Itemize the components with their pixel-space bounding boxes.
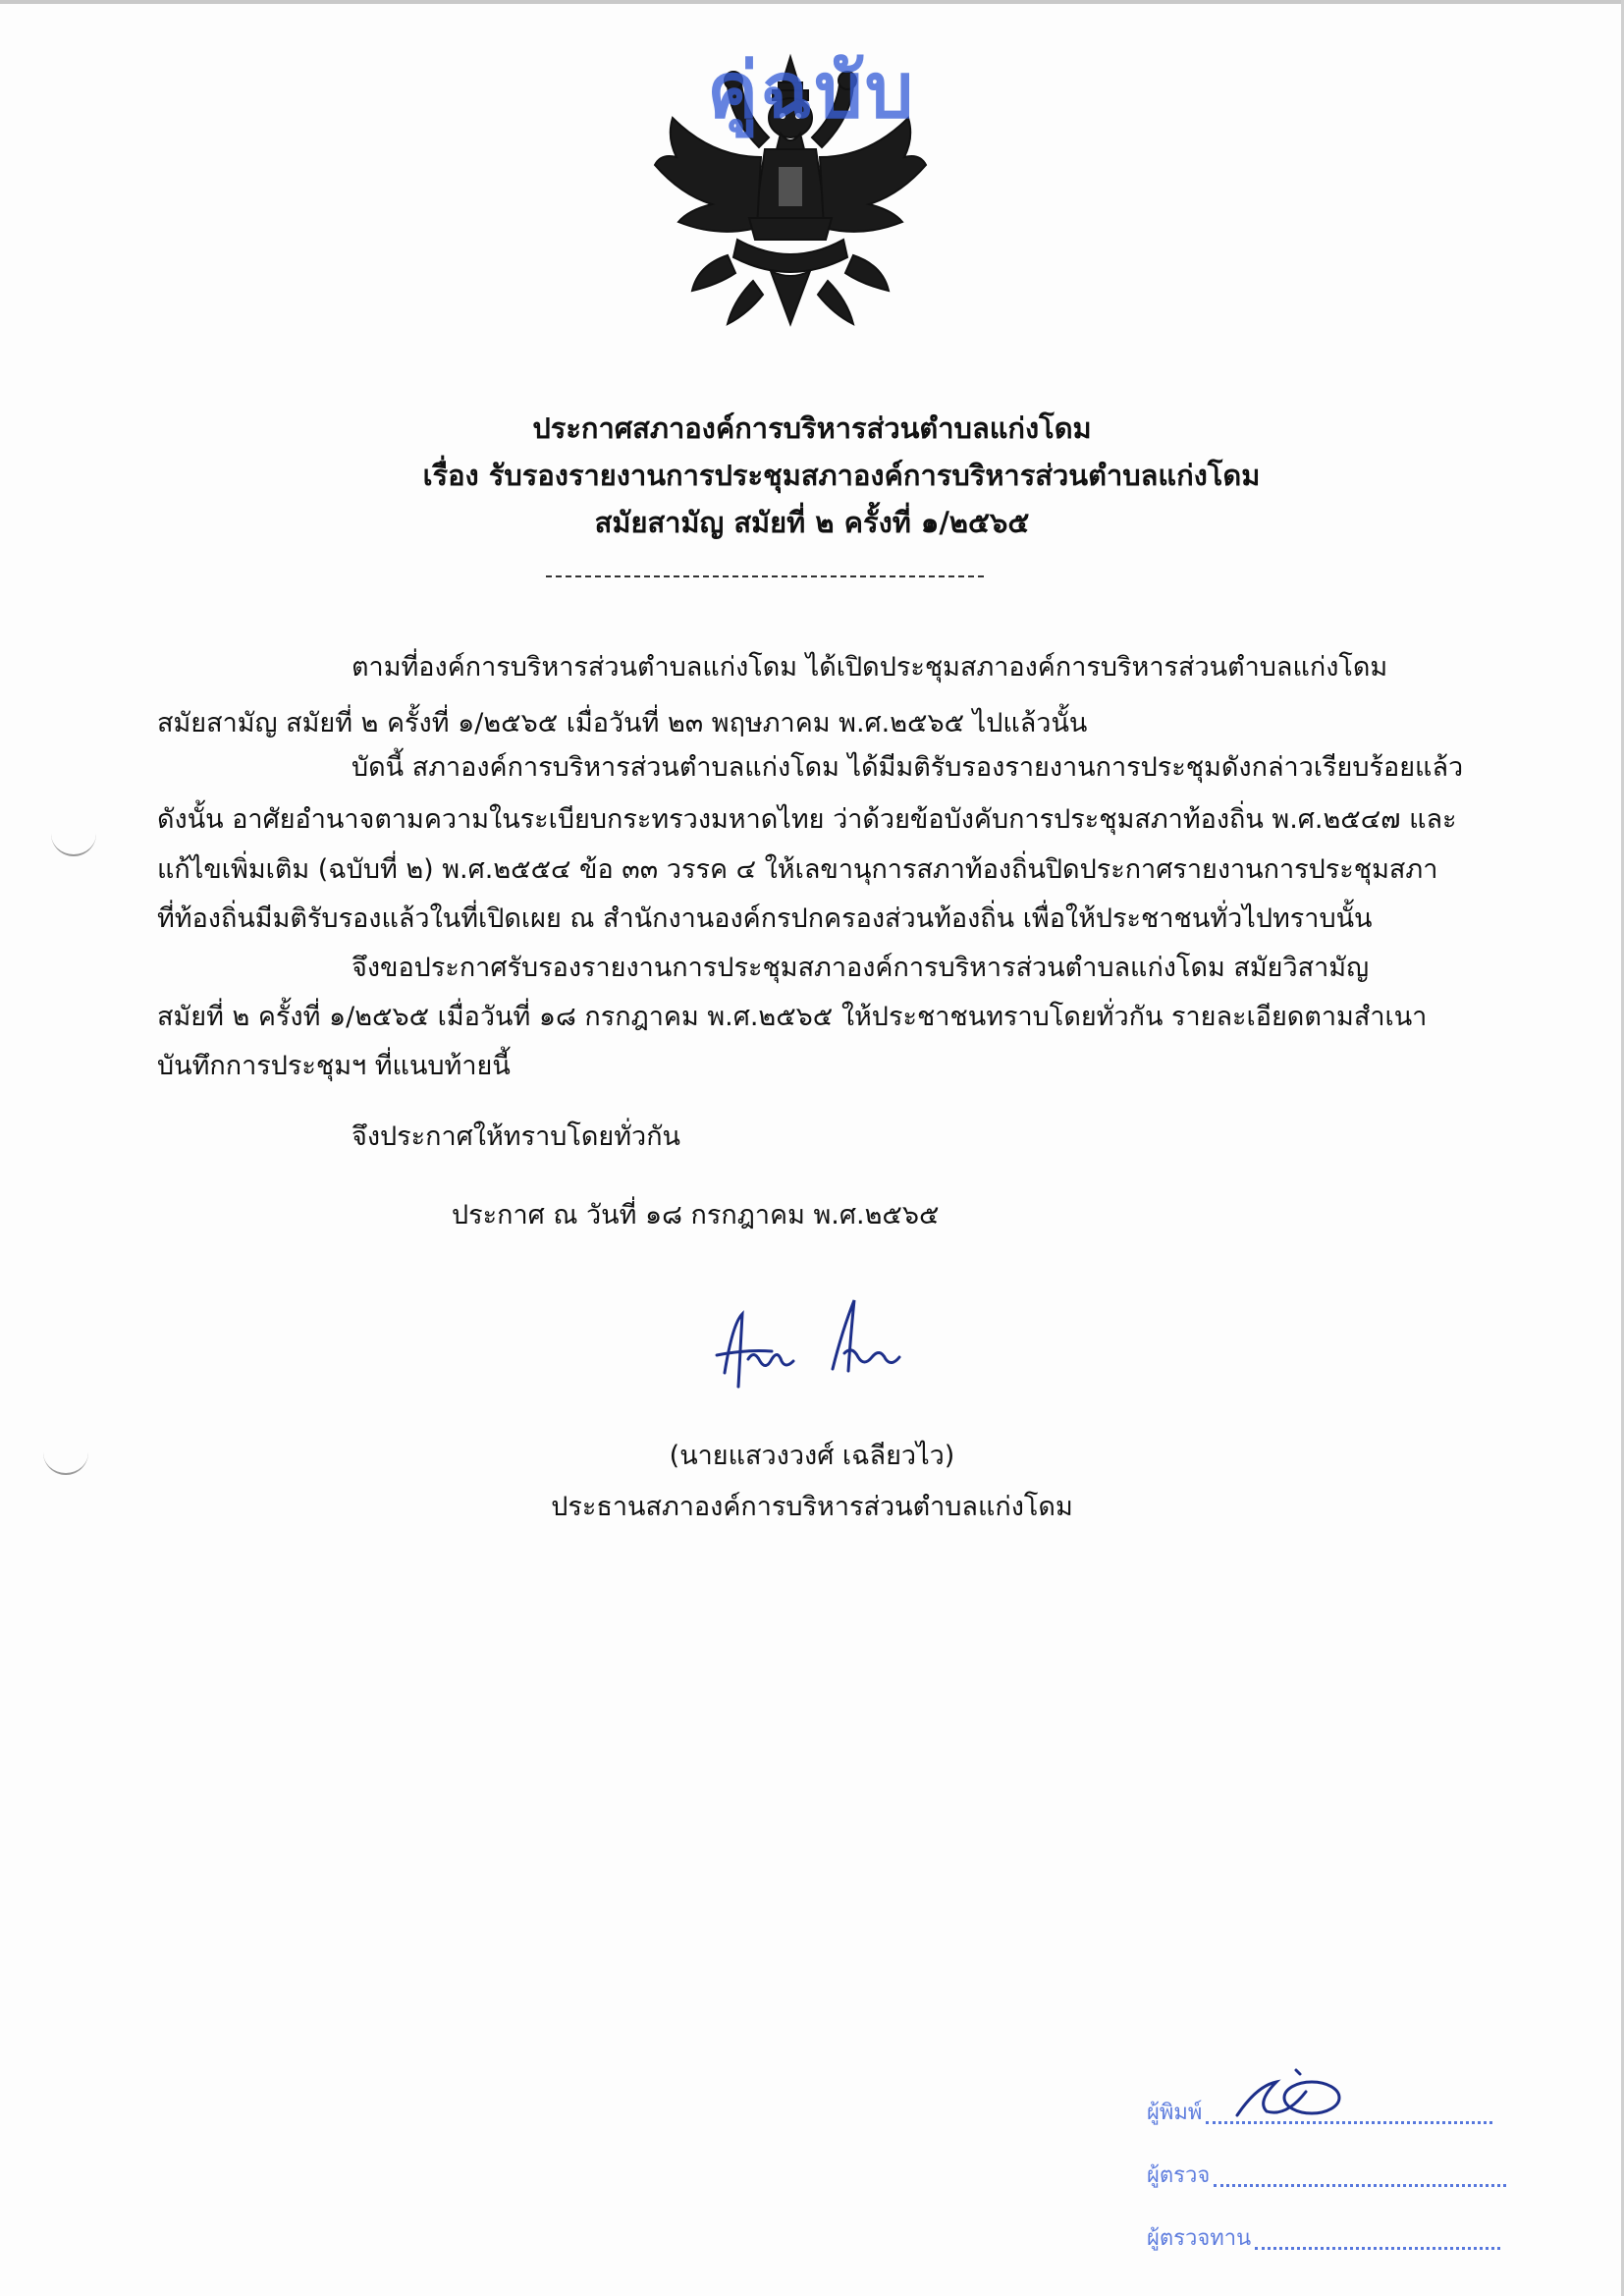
body-p1-line2: สมัยสามัญ สมัยที่ ๒ ครั้งที่ ๑/๒๕๖๕ เมื่อวันที่ ๒๓ พฤษภาคม พ.ศ.๒๕๖๕ ไปแล้วนั้น (157, 708, 1088, 738)
checker-line (1214, 2184, 1506, 2187)
top-edge-rule (0, 0, 1624, 4)
reviewer-row (1147, 2219, 1500, 2255)
body-p3-line3: บันทึกการประชุมฯ ที่แนบท้ายนี้ (157, 1051, 511, 1081)
announcement-date: ประกาศ ณ วันที่ ๑๘ กรกฎาคม พ.ศ.๒๕๖๕ (452, 1200, 940, 1230)
approval-stamp (1147, 2072, 1520, 2269)
header-line-1: ประกาศสภาองค์การบริหารส่วนตำบลแก่งโดม (532, 411, 1092, 445)
typist-initials-signature (1227, 2066, 1365, 2125)
checker-row (1147, 2157, 1506, 2192)
body-p2-line2: ดังนั้น อาศัยอำนาจตามความในระเบียบกระทรวงมหาดไทย ว่าด้วยข้อบังคับการประชุมสภาท้องถิ่น พ.ศ.๒๕๔๗ และ (157, 804, 1457, 835)
body-p2-line4: ที่ท้องถิ่นมีมติรับรองแล้วในที่เปิดเผย ณ สำนักงานองค์กรปกครองส่วนท้องถิ่น เพื่อให้ประชาชนทั่วไปทราบนั้น (157, 903, 1373, 934)
announcement-line: จึงประกาศให้ทราบโดยทั่วกัน (352, 1121, 680, 1152)
signer-name: (นายแสวงวงศ์ เฉลียวไว) (669, 1441, 955, 1471)
body-p3-line1: จึงขอประกาศรับรองรายงานการประชุมสภาองค์การบริหารส่วนตำบลแก่งโดม สมัยวิสามัญ (352, 953, 1370, 983)
reviewer-label: ผู้ตรวจทาน (1147, 2226, 1252, 2251)
body-p2-line1: บัดนี้ สภาองค์การบริหารส่วนตำบลแก่งโดม ได้มีมติรับรองรายงานการประชุมดังกล่าวเรียบร้อยแล้ว (352, 752, 1464, 783)
body-p3-line2: สมัยที่ ๒ ครั้งที่ ๑/๒๕๖๕ เมื่อวันที่ ๑๘ กรกฎาคม พ.ศ.๒๕๖๕ ให้ประชาชนทราบโดยทั่วกัน รายละเอียดตามสำเนา (157, 1002, 1428, 1032)
copy-stamp: คู่ฉบับ (707, 47, 916, 136)
reviewer-line (1255, 2247, 1500, 2250)
signer-title: ประธานสภาองค์การบริหารส่วนตำบลแก่งโดม (551, 1492, 1073, 1522)
punch-hole-mark (51, 833, 96, 856)
header-subject: เรื่อง รับรองรายงานการประชุมสภาองค์การบริหารส่วนตำบลแก่งโดม (422, 459, 1261, 492)
checker-label: ผู้ตรวจ (1147, 2163, 1211, 2188)
header-session: สมัยสามัญ สมัยที่ ๒ ครั้งที่ ๑/๒๕๖๕ (594, 506, 1030, 539)
header-divider (546, 575, 984, 577)
body-p2-line3: แก้ไขเพิ่มเติม (ฉบับที่ ๒) พ.ศ.๒๕๕๔ ข้อ ๓๓ วรรค ๔ ให้เลขานุการสภาท้องถิ่นปิดประกาศรายงานการประชุมสภา (157, 854, 1438, 885)
handwritten-signature (715, 1294, 941, 1402)
body-p1-line1: ตามที่องค์การบริหารส่วนตำบลแก่งโดม ได้เปิดประชุมสภาองค์การบริหารส่วนตำบลแก่งโดม (352, 652, 1388, 683)
typist-label: ผู้พิมพ์ (1147, 2101, 1203, 2125)
